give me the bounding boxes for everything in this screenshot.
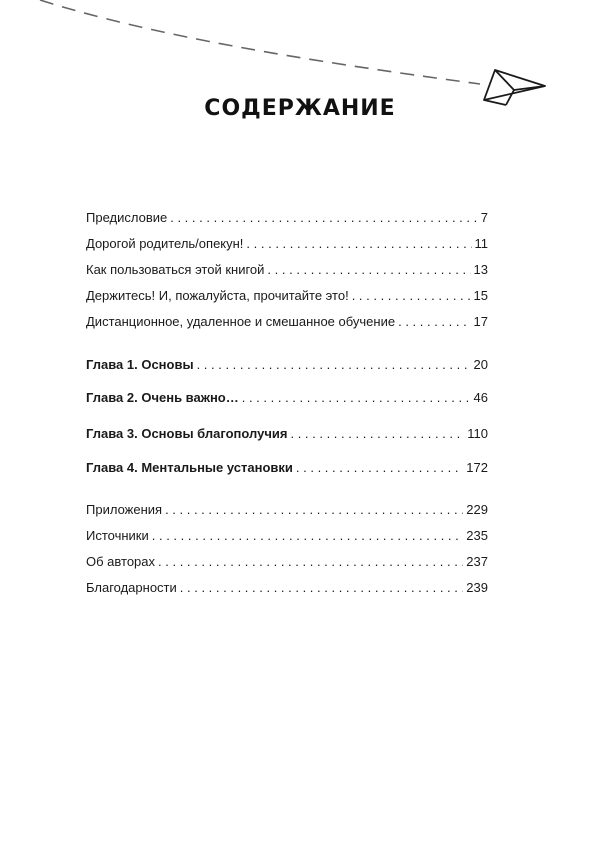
toc-entry-label: Как пользоваться этой книгой [86,262,265,277]
toc-leader-dots [152,524,464,548]
page-title: СОДЕРЖАНИЕ [204,96,396,121]
toc-leader-dots [267,258,470,282]
toc-chapter-entry[interactable] [86,422,488,446]
toc-leader-dots [165,498,463,522]
toc-leader-dots [290,422,464,446]
toc-entry[interactable] [86,524,488,548]
toc-entry[interactable] [86,206,488,230]
toc-leader-dots [296,456,463,480]
toc-leader-dots [398,310,470,334]
toc-entry[interactable] [86,576,488,600]
toc-leader-dots [352,284,471,308]
toc-entry[interactable] [86,258,488,282]
toc-leader-dots [158,550,463,574]
toc-leader-dots [246,232,471,256]
toc-page-number: 239 [466,580,488,595]
toc-page-number: 46 [473,390,488,405]
toc-entry-label: Источники [86,528,149,543]
toc-entry[interactable] [86,310,488,334]
toc-page-number: 13 [473,262,488,277]
toc-page-number: 17 [473,314,488,329]
toc-entry-label: Глава 1. Основы [86,357,194,372]
toc-entry-label: Глава 3. Основы благополучия [86,426,288,441]
toc-chapter-entry[interactable] [86,353,488,377]
toc-leader-dots [170,206,478,230]
toc-page-number: 229 [466,502,488,517]
toc-entry-label: Дистанционное, удаленное и смешанное обучение [86,314,396,329]
toc-entry-label: Держитесь! И, пожалуйста, прочитайте это! [86,288,349,303]
toc-entry[interactable] [86,498,488,522]
toc-chapter-entry[interactable] [86,386,488,410]
toc-page-number: 172 [466,460,488,475]
toc-page-number: 11 [474,236,488,251]
toc-entry-label: Об авторах [86,554,156,569]
toc-entry-label: Предисловие [86,210,168,225]
toc-entry-label: Благодарности [86,580,177,595]
toc-entry-label: Приложения [86,502,163,517]
toc-entry-label: Дорогой родитель/опекун! [86,236,244,251]
toc-leader-dots [242,386,471,410]
toc-entry-label: Глава 4. Ментальные установки [86,460,293,475]
toc-page-number: 15 [473,288,488,303]
toc-page-number: 235 [466,528,488,543]
toc-page-number: 110 [467,426,488,441]
toc-entry[interactable] [86,232,488,256]
toc-chapter-entry[interactable] [86,456,488,480]
toc-page-number: 20 [473,357,488,372]
toc-page-number: 237 [466,554,488,569]
toc-entry-label: Глава 2. Очень важно… [86,390,239,405]
toc-entry[interactable] [86,284,488,308]
toc-leader-dots [180,576,464,600]
toc-entry[interactable] [86,550,488,574]
toc-leader-dots [197,353,471,377]
toc-page-number: 7 [480,210,488,225]
